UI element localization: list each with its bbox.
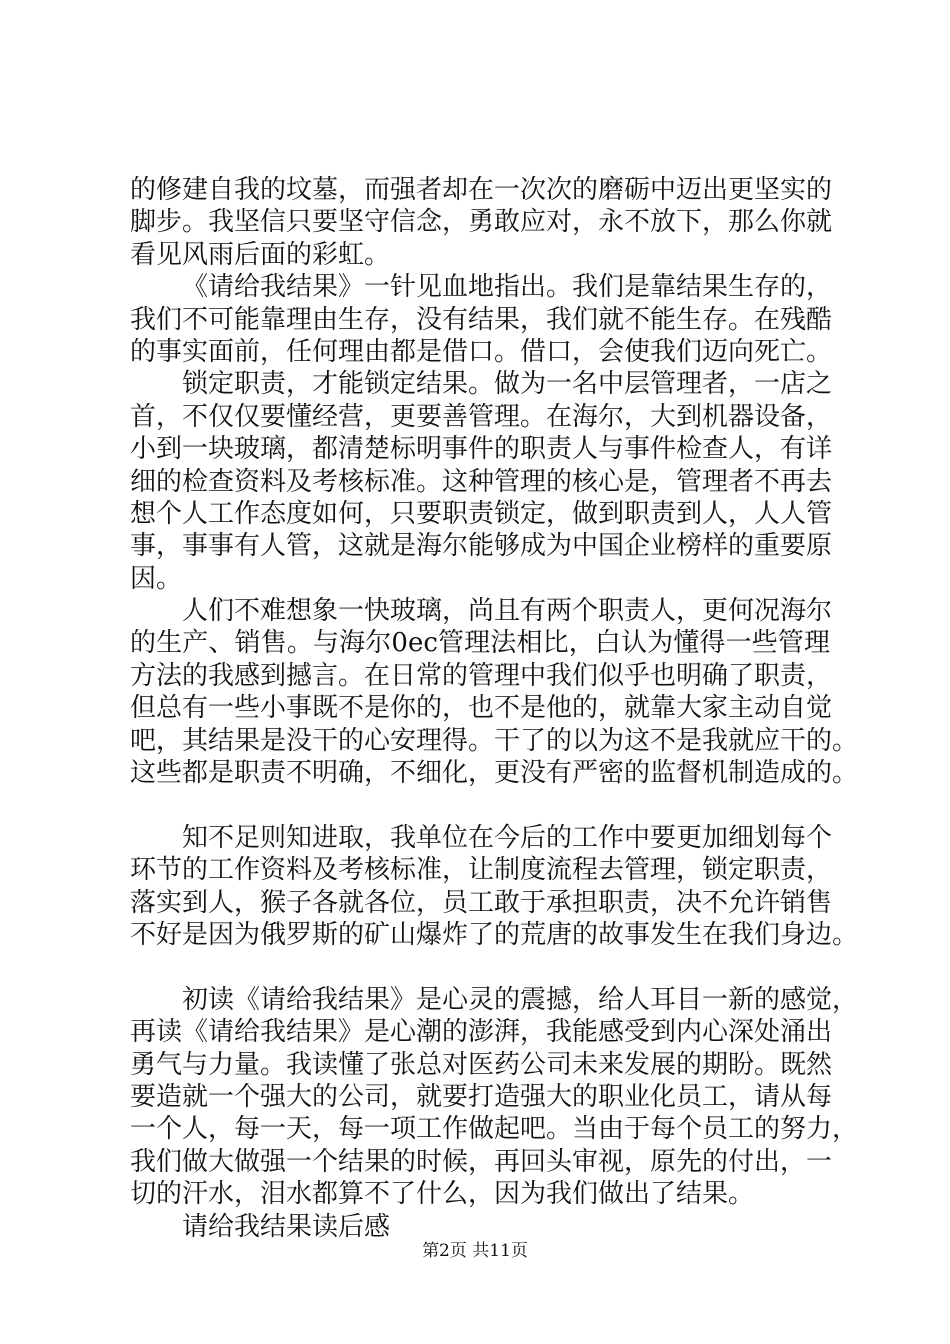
text-line: 一个人，每一天，每一项工作做起吧。当由于每个员工的努力， <box>130 1114 859 1145</box>
paragraph <box>130 595 859 789</box>
paragraph <box>130 984 859 1211</box>
paragraph <box>130 822 859 952</box>
paragraph-gap <box>130 951 830 983</box>
text-line: 锁定职责，才能锁定结果。做为一名中层管理者，一店之 <box>182 369 833 400</box>
text-line: 《请给我结果》一针见血地指出。我们是靠结果生存的， <box>182 272 833 303</box>
text-line: 我们做大做强一个结果的时候，再回头审视，原先的付出，一 <box>130 1146 833 1177</box>
text-line: 的事实面前，任何理由都是借口。借口，会使我们迈向死亡。 <box>130 336 833 367</box>
text-line: 我们不可能靠理由生存，没有结果，我们就不能生存。在残酷 <box>130 304 833 335</box>
text-line: 落实到人，猴子各就各位，员工敢于承担职责，决不允许销售 <box>130 887 833 918</box>
text-line: 要造就一个强大的公司，就要打造强大的职业化员工，请从每 <box>130 1081 833 1112</box>
text-line: 的修建自我的坟墓，而强者却在一次次的磨砺中迈出更坚实的 <box>130 175 833 205</box>
text-line: 小到一块玻璃，都清楚标明事件的职责人与事件检查人，有详 <box>130 434 833 465</box>
paragraph <box>130 1211 830 1243</box>
text-line: 勇气与力量。我读懂了张总对医药公司未来发展的期盼。既然 <box>130 1049 833 1080</box>
text-line: 知不足则知进取，我单位在今后的工作中要更加细划每个 <box>182 822 833 853</box>
text-line: 事，事事有人管，这就是海尔能够成为中国企业榜样的重要原 <box>130 531 833 562</box>
paragraph <box>130 271 833 368</box>
text-line: 但总有一些小事既不是你的，也不是他的，就靠大家主动自觉 <box>130 693 833 724</box>
page-number: 第2页 共11页 <box>422 1241 528 1261</box>
text-line: 因。 <box>130 563 183 594</box>
text-line: 细的检查资料及考核标准。这种管理的核心是，管理者不再去 <box>130 466 833 497</box>
text-line: 想个人工作态度如何，只要职责锁定，做到职责到人，人人管 <box>130 498 833 529</box>
text-line: 吧，其结果是没干的心安理得。干了的以为这不是我就应干的。 <box>130 725 859 756</box>
text-line: 脚步。我坚信只要坚守信念，勇敢应对，永不放下，那么你就 <box>130 207 833 238</box>
text-line: 看见风雨后面的彩虹。 <box>130 239 391 270</box>
text-line: 请给我结果读后感 <box>182 1211 391 1242</box>
paragraph-continuation <box>130 174 833 271</box>
text-line: 切的汗水，泪水都算不了什么，因为我们做出了结果。 <box>130 1179 755 1210</box>
text-line: 初读《请给我结果》是心灵的震撼，给人耳目一新的感觉， <box>182 984 859 1015</box>
paragraph <box>130 368 833 595</box>
document-body <box>130 174 859 1243</box>
text-line: 再读《请给我结果》是心潮的澎湃，我能感受到内心深处涌出 <box>130 1017 833 1048</box>
text-line: 环节的工作资料及考核标准，让制度流程去管理，锁定职责， <box>130 855 833 886</box>
text-line: 首，不仅仅要懂经营，更要善管理。在海尔，大到机器设备， <box>130 401 833 432</box>
text-line: 的生产、销售。与海尔0ec管理法相比，白认为懂得一些管理 <box>130 628 830 659</box>
text-line: 这些都是职责不明确，不细化，更没有严密的监督机制造成的。 <box>130 758 859 789</box>
text-line: 不好是因为俄罗斯的矿山爆炸了的荒唐的故事发生在我们身边。 <box>130 919 859 950</box>
text-line: 方法的我感到撼言。在日常的管理中我们似乎也明确了职责， <box>130 660 833 691</box>
page-footer <box>0 1240 950 1262</box>
text-line: 人们不难想象一快玻璃，尚且有两个职责人，更何况海尔 <box>182 596 833 627</box>
paragraph-gap <box>130 789 830 821</box>
